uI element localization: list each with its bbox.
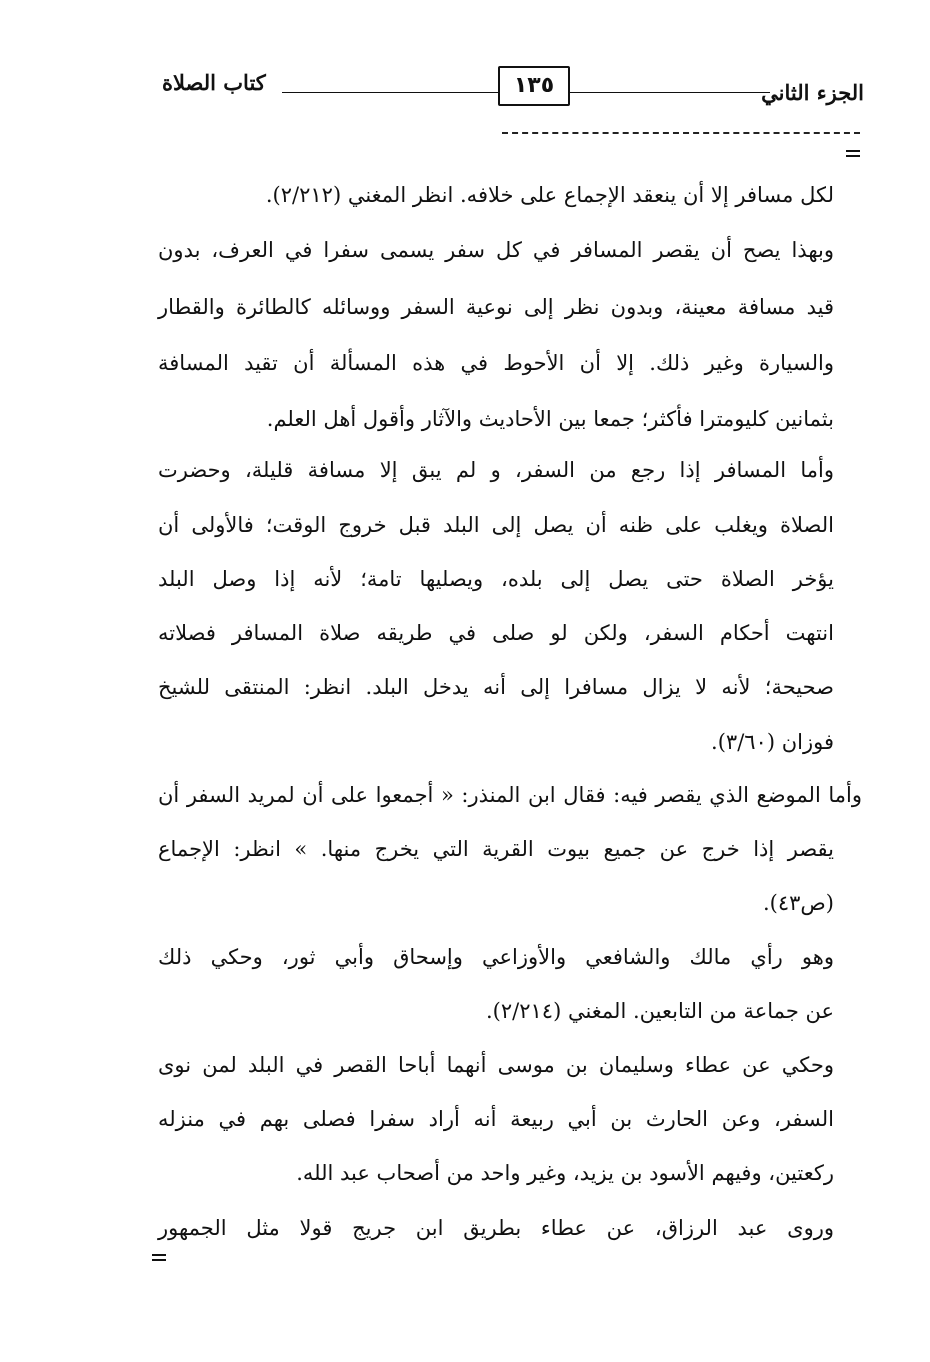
body-line-17: وحكي عن عطاء وسليمان بن موسى أنهما أباحا القصر في البلد لمن نوى [158,1053,834,1077]
header-rule-right [570,92,770,93]
body-line-1: لكل مسافر إلا أن ينعقد الإجماع على خلافه. انظر المغني (٢/٢١٢). [265,183,834,207]
page-number: ١٣٥ [498,66,570,106]
body-line-19: ركعتين، وفيهم الأسود بن يزيد، وغير واحد من أصحاب عبد الله. [296,1161,834,1185]
body-line-5: بثمانين كليومترا فأكثر؛ جمعا بين الأحاديث والآثار وأقول أهل العلم. [266,407,834,431]
body-line-13: يقصر إذا خرج عن جميع بيوت القرية التي يخرج منها. » انظر: الإجماع [158,837,834,861]
body-line-10: صحيحة؛ لأنه لا يزال مسافرا إلى أنه يدخل البلد. انظر: المنتقى للشيخ [158,675,834,699]
continuation-mark-bottom [152,1254,166,1261]
body-line-14: (ص٤٣). [762,891,834,915]
body-line-3: قيد مسافة معينة، وبدون نظر إلى نوعية السفر ووسائله كالطائرة والقطار [158,295,834,319]
body-line-11: فوزان (٣/٦٠). [711,730,834,754]
header-dashed-rule [502,132,860,134]
header-rule-left [282,92,498,93]
continuation-mark-top [846,150,860,157]
body-line-6: وأما المسافر إذا رجع من السفر، و لم يبق إلا مسافة قليلة، وحضرت [158,458,834,482]
body-line-2: وبهذا يصح أن يقصر المسافر في كل سفر يسمى سفرا في العرف، بدون [158,238,834,262]
book-title: كتاب الصلاة [162,70,266,95]
body-line-12: وأما الموضع الذي يقصر فيه: فقال ابن المنذر: « أجمعوا على أن لمريد السفر أن [158,783,862,807]
body-line-7: الصلاة ويغلب على ظنه أن يصل إلى البلد قبل خروج الوقت؛ فالأولى أن [158,513,834,537]
body-line-18: السفر، وعن الحارث بن أبي ربيعة أنه أراد سفرا فصلى بهم في منزله [158,1107,834,1131]
body-line-4: والسيارة وغير ذلك. إلا أن الأحوط في هذه المسألة أن تقيد المسافة [158,351,834,375]
volume-label: الجزء الثاني [761,80,864,105]
body-line-20: وروى عبد الرزاق، عن عطاء بطريق ابن جريج قولا مثل الجمهور [158,1216,834,1240]
body-line-8: يؤخر الصلاة حتى يصل إلى بلده، ويصليها تامة؛ لأنه إذا وصل البلد [158,567,834,591]
body-line-16: عن جماعة من التابعين. المغني (٢/٢١٤). [486,999,834,1023]
body-line-9: انتهت أحكام السفر، ولكن لو صلى في طريقه صلاة المسافر فصلاته [158,621,834,645]
body-line-15: وهو رأي مالك والشافعي والأوزاعي وإسحاق وأبي ثور، وحكي ذلك [158,945,834,969]
